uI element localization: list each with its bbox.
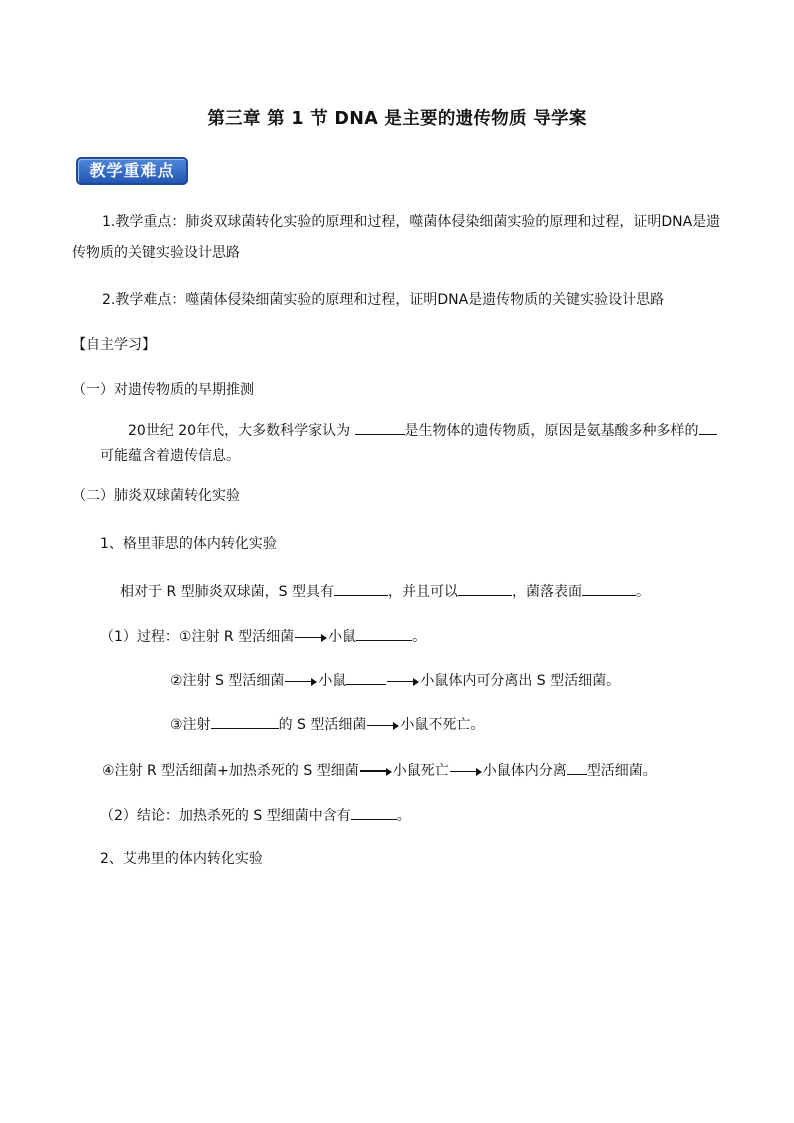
fill-blank[interactable] <box>356 624 412 641</box>
process-step-3 <box>170 712 484 735</box>
fill-blank[interactable] <box>699 418 717 435</box>
process-label: （1）过程： <box>100 629 179 645</box>
step-3-text: ③注射 <box>170 717 211 733</box>
griffith-experiment-heading: 1、格里菲思的体内转化实验 <box>100 536 277 552</box>
section-2-heading: （二）肺炎双球菌转化实验 <box>72 488 240 504</box>
section-1-heading: （一）对遗传物质的早期推测 <box>72 382 254 398</box>
conclusion-end: 。 <box>396 808 411 824</box>
self-study-heading: 【自主学习】 <box>72 337 156 353</box>
process-step-1 <box>100 624 426 647</box>
step-4-text: ④注射 R 型活细菌+加热杀死的 S 型细菌 <box>102 763 359 779</box>
difficulty-point: 2.教学难点：噬菌体侵染细菌实验的原理和过程，证明DNA是遗传物质的关键实验设计思路 <box>102 292 665 308</box>
comparison-text-3: ，菌落表面 <box>511 584 582 600</box>
right-arrow-icon <box>295 632 327 642</box>
process-step-4 <box>102 758 657 781</box>
step-1-text: ①注射 R 型活细菌 <box>178 629 295 645</box>
fill-blank[interactable] <box>458 579 512 596</box>
conclusion <box>100 803 411 826</box>
fill-blank[interactable] <box>346 668 386 685</box>
right-arrow-icon <box>387 676 419 686</box>
key-point-line-2: 传物质的关键实验设计思路 <box>72 245 240 261</box>
page-title: 第三章 第 1 节 DNA 是主要的遗传物质 导学案 <box>207 109 587 129</box>
step-2-text: ②注射 S 型活细菌 <box>170 673 285 689</box>
step-4-isolate: 小鼠体内分离 <box>482 763 567 779</box>
step-4-end: 型活细菌。 <box>586 763 657 779</box>
fill-blank[interactable] <box>567 758 587 775</box>
s-type-comparison <box>120 579 650 602</box>
comparison-text-1: 相对于 R 型肺炎双球菌，S 型具有 <box>120 584 334 600</box>
hypothesis-text-part-a: 20世纪 20年代，大多数科学家认为 <box>128 423 355 439</box>
hypothesis-text-part-b: 是生物体的遗传物质，原因是氨基酸多种多样的 <box>404 423 699 439</box>
avery-experiment-heading: 2、艾弗里的体内转化实验 <box>100 851 263 867</box>
key-difficulty-badge: 教学重难点 <box>76 157 188 185</box>
step-3-end: 小鼠不死亡。 <box>400 717 485 733</box>
step-1-end: 。 <box>412 629 427 645</box>
process-step-2 <box>170 668 620 691</box>
step-3-middle: 的 S 型活细菌 <box>278 717 367 733</box>
fill-blank[interactable] <box>211 712 279 729</box>
fill-blank[interactable] <box>582 579 636 596</box>
fill-blank[interactable] <box>351 803 397 820</box>
comparison-text-2: ，并且可以 <box>387 584 458 600</box>
comparison-text-4: 。 <box>635 584 650 600</box>
conclusion-text: （2）结论：加热杀死的 S 型细菌中含有 <box>100 808 351 824</box>
step-1-mouse: 小鼠 <box>328 629 357 645</box>
key-point-line-1: 1.教学重点：肺炎双球菌转化实验的原理和过程，噬菌体侵染细菌实验的原理和过程，证明DNA是遗 <box>102 214 721 230</box>
step-2-end: 小鼠体内可分离出 S 型活细菌。 <box>420 673 621 689</box>
step-4-mouse-dies: 小鼠死亡 <box>392 763 449 779</box>
early-hypothesis-text <box>128 418 717 441</box>
right-arrow-icon <box>360 766 392 776</box>
right-arrow-icon <box>367 720 399 730</box>
fill-blank[interactable] <box>334 579 388 596</box>
fill-blank[interactable] <box>355 418 405 435</box>
right-arrow-icon <box>450 766 482 776</box>
step-2-mouse: 小鼠 <box>318 673 347 689</box>
hypothesis-text-part-c: 可能蕴含着遗传信息。 <box>100 448 240 464</box>
right-arrow-icon <box>285 676 317 686</box>
